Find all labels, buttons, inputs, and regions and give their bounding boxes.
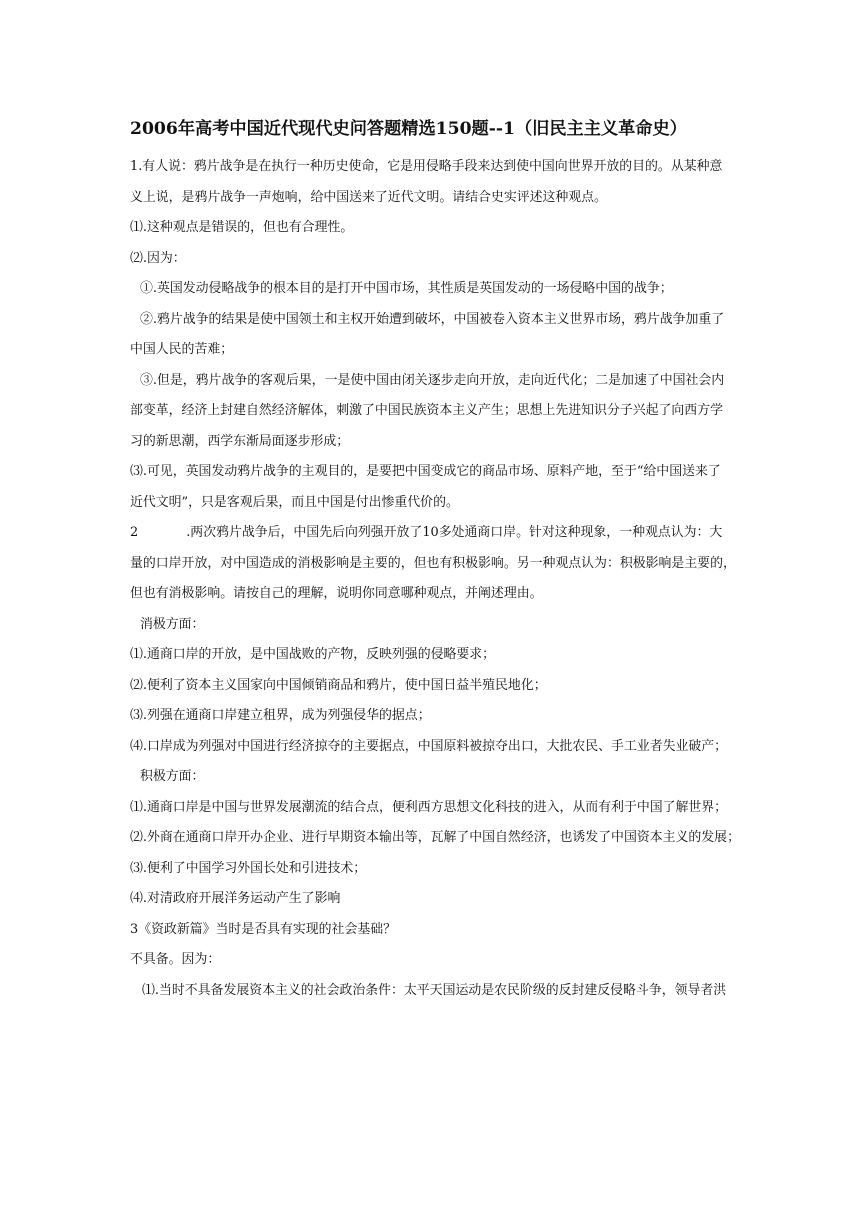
- paragraph-line: 1.有人说：鸦片战争是在执行一种历史使命，它是用侵略手段来达到使中国向世界开放的目的。从某种意: [130, 159, 723, 174]
- paragraph-line: ⑵.因为：: [130, 250, 186, 266]
- paragraph-line: ⑴.这种观点是错误的，但也有合理性。: [130, 220, 354, 235]
- paragraph-line: ⑴.当时不具备发展资本主义的社会政治条件：太平天国运动是农民阶级的反封建反侵略斗争，领导者洪: [142, 982, 727, 998]
- question-number: 2: [130, 525, 139, 540]
- question-3-line: 3《资政新篇》当时是否具有实现的社会基础？: [130, 921, 397, 937]
- paragraph-line: ③.但是，鸦片战争的客观后果，一是使中国由闭关逐步走向开放，走向近代化；二是加速了中国社会内: [140, 372, 725, 388]
- paragraph-line: 量的口岸开放，对中国造成的消极影响是主要的，但也有积极影响。另一种观点认为：积极影响是主要的，: [130, 555, 736, 571]
- paragraph-line: 近代文明”，只是客观后果，而且中国是付出惨重代价的。: [130, 494, 459, 510]
- paragraph-line: ⑶.便利了中国学习外国长处和引进技术；: [130, 860, 367, 876]
- paragraph-line: ⑷.对清政府开展洋务运动产生了影响: [130, 891, 341, 906]
- paragraph-line: ⑵.便利了资本主义国家向中国倾销商品和鸦片，使中国日益半殖民地化；: [130, 677, 547, 693]
- paragraph-line: 部变革，经济上封建自然经济解体，刺激了中国民族资本主义产生；思想上先进知识分子兴起了向西方学: [130, 403, 723, 418]
- paragraph-line: 习的新思潮，西学东渐局面逐步形成；: [130, 433, 350, 449]
- paragraph-line: ⑷.口岸成为列强对中国进行经济掠夺的主要据点，中国原料被掠夺出口，大批农民、手工业者失业破产；: [130, 738, 728, 754]
- section-heading-negative: 消极方面：: [140, 616, 205, 632]
- paragraph-line: 但也有消极影响。请按自己的理解，说明你同意哪种观点，并阐述理由。: [130, 586, 543, 601]
- paragraph-line: ⑴.通商口岸是中国与世界发展潮流的结合点，便利西方思想文化科技的进入，从而有利于中国了解世界；: [130, 799, 728, 815]
- section-heading-positive: 积极方面：: [140, 769, 205, 784]
- paragraph-line: ①.英国发动侵略战争的根本目的是打开中国市场，其性质是英国发动的一场侵略中国的战争；: [140, 281, 673, 296]
- paragraph-line-text: .两次鸦片战争后，中国先后向列强开放了10多处通商口岸。针对这种现象，一种观点认为：大: [186, 525, 723, 540]
- paragraph-line: ⑵.外商在通商口岸开办企业、进行早期资本输出等，瓦解了中国自然经济，也诱发了中国资本主义的发展；: [130, 830, 740, 845]
- document-title: 2006年高考中国近代现代史问答题精选150题--1（旧民主主义革命史）: [130, 119, 687, 139]
- document-body: [130, 152, 740, 1006]
- paragraph-line: ⑶.列强在通商口岸建立租界，成为列强侵华的据点；: [130, 708, 431, 723]
- paragraph-line: 义上说，是鸦片战争一声炮响，给中国送来了近代文明。请结合史实评述这种观点。: [130, 189, 607, 205]
- paragraph-line: ⑴.通商口岸的开放，是中国战败的产物，反映列强的侵略要求；: [130, 647, 496, 662]
- paragraph-line: 中国人民的苦难；: [130, 342, 234, 357]
- paragraph-line: ⑶.可见，英国发动鸦片战争的主观目的，是要把中国变成它的商品市场、原料产地，至于“给中国送来了: [130, 464, 721, 479]
- paragraph-line: ②.鸦片战争的结果是使中国领土和主权开始遭到破坏，中国被卷入资本主义世界市场，鸦片战争加重了: [140, 311, 725, 327]
- question-2-first-line: [130, 518, 740, 549]
- paragraph-line: 不具备。因为：: [130, 952, 221, 967]
